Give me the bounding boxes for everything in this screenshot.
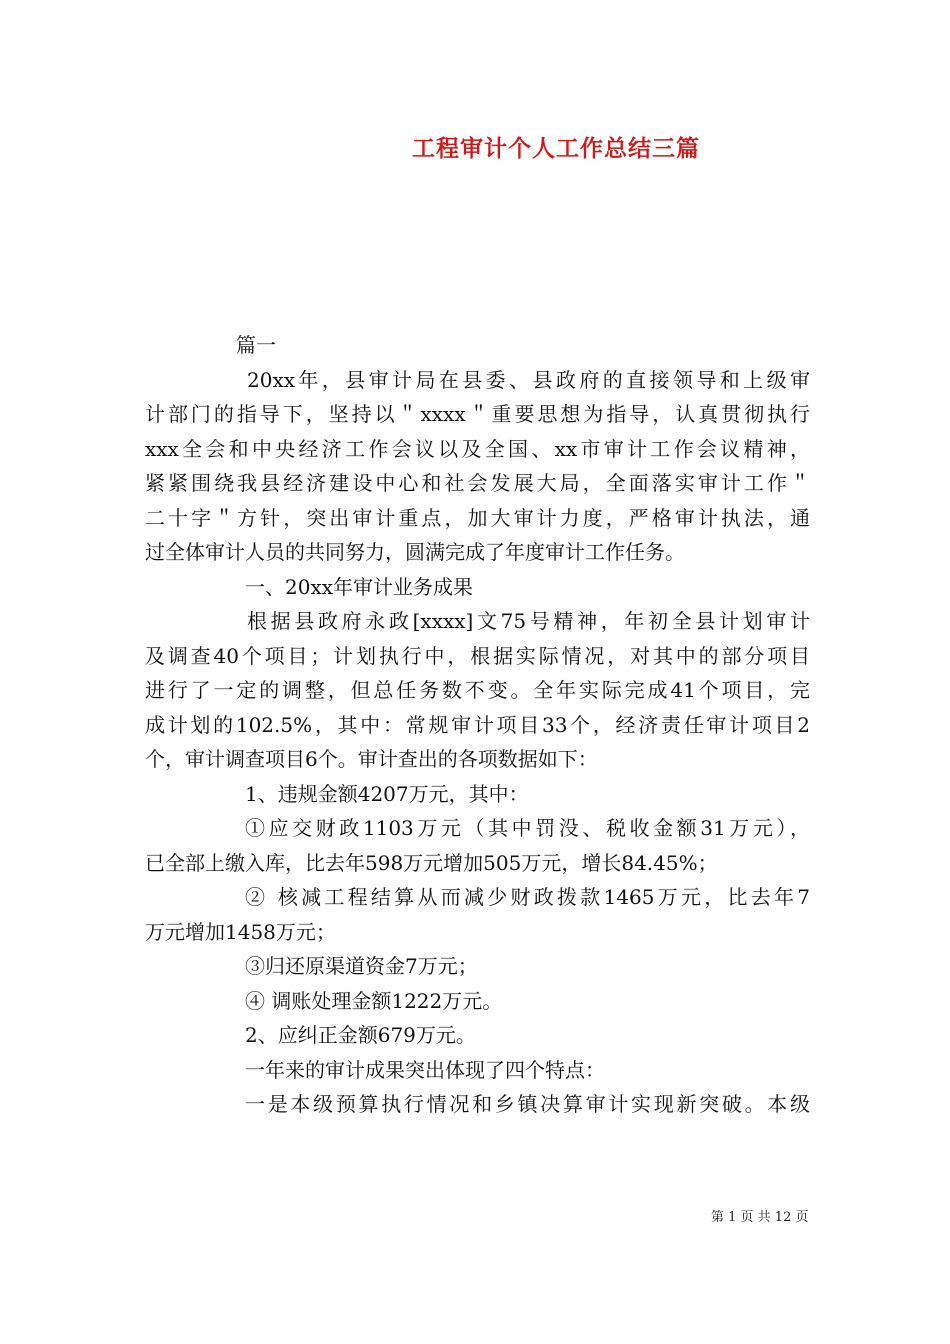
paragraph-line: 紧紧围绕我县经济建设中心和社会发展大局，全面落实审计工作＂ — [145, 471, 810, 495]
section-heading: 篇一 — [236, 333, 276, 357]
paragraph-line: 20xx年，县审计局在县委、县政府的直接领导和上级审 — [247, 367, 810, 392]
list-item: ③归还原渠道资金7万元； — [245, 954, 478, 978]
paragraph-line: 计部门的指导下，坚持以＂xxxx＂重要思想为指导，认真贯彻执行 — [145, 402, 810, 426]
paragraph-line: 万元增加1458万元； — [145, 919, 336, 944]
list-item: 2、应纠正金额679万元。 — [245, 1023, 476, 1047]
document-body — [145, 328, 810, 1122]
subsection-heading: 一、20xx年审计业务成果 — [245, 574, 474, 599]
paragraph-line: 过全体审计人员的共同努力，圆满完成了年度审计工作任务。 — [145, 540, 685, 564]
paragraph-line: 根据县政府永政[xxxx]文75号精神，年初全县计划审计 — [247, 609, 810, 633]
paragraph-line: 二十字＂方针，突出审计重点，加大审计力度，严格审计执法，通 — [145, 505, 810, 530]
list-item: ② 核减工程结算从而减少财政拨款1465万元，比去年7 — [245, 885, 810, 909]
paragraph-line: xxx全会和中央经济工作会议以及全国、xx市审计工作会议精神， — [145, 436, 810, 461]
paragraph-line: 一是本级预算执行情况和乡镇决算审计实现新突破。本级 — [245, 1092, 810, 1116]
list-item: ①应交财政1103万元（其中罚没、税收金额31万元）， — [245, 816, 810, 840]
document-title: 工程审计个人工作总结三篇 — [412, 136, 700, 162]
paragraph-line: 个，审计调查项目6个。审计查出的各项数据如下： — [145, 747, 598, 771]
paragraph-line: 进行了一定的调整，但总任务数不变。全年实际完成41个项目，完 — [145, 678, 810, 702]
paragraph-line: 成计划的102.5%，其中：常规审计项目33个，经济责任审计项目2 — [145, 712, 810, 737]
paragraph-line: 已全部上缴入库，比去年598万元增加505万元，增长84.45%； — [145, 850, 718, 875]
list-item: ④ 调账处理金额1222万元。 — [245, 988, 503, 1013]
list-item: 1、违规金额4207万元，其中： — [245, 781, 529, 806]
paragraph-line: 一年来的审计成果突出体现了四个特点： — [245, 1057, 605, 1082]
page-number: 第 1 页 共 12 页 — [711, 1210, 809, 1225]
paragraph-line: 及调查40个项目；计划执行中，根据实际情况，对其中的部分项目 — [145, 643, 810, 668]
